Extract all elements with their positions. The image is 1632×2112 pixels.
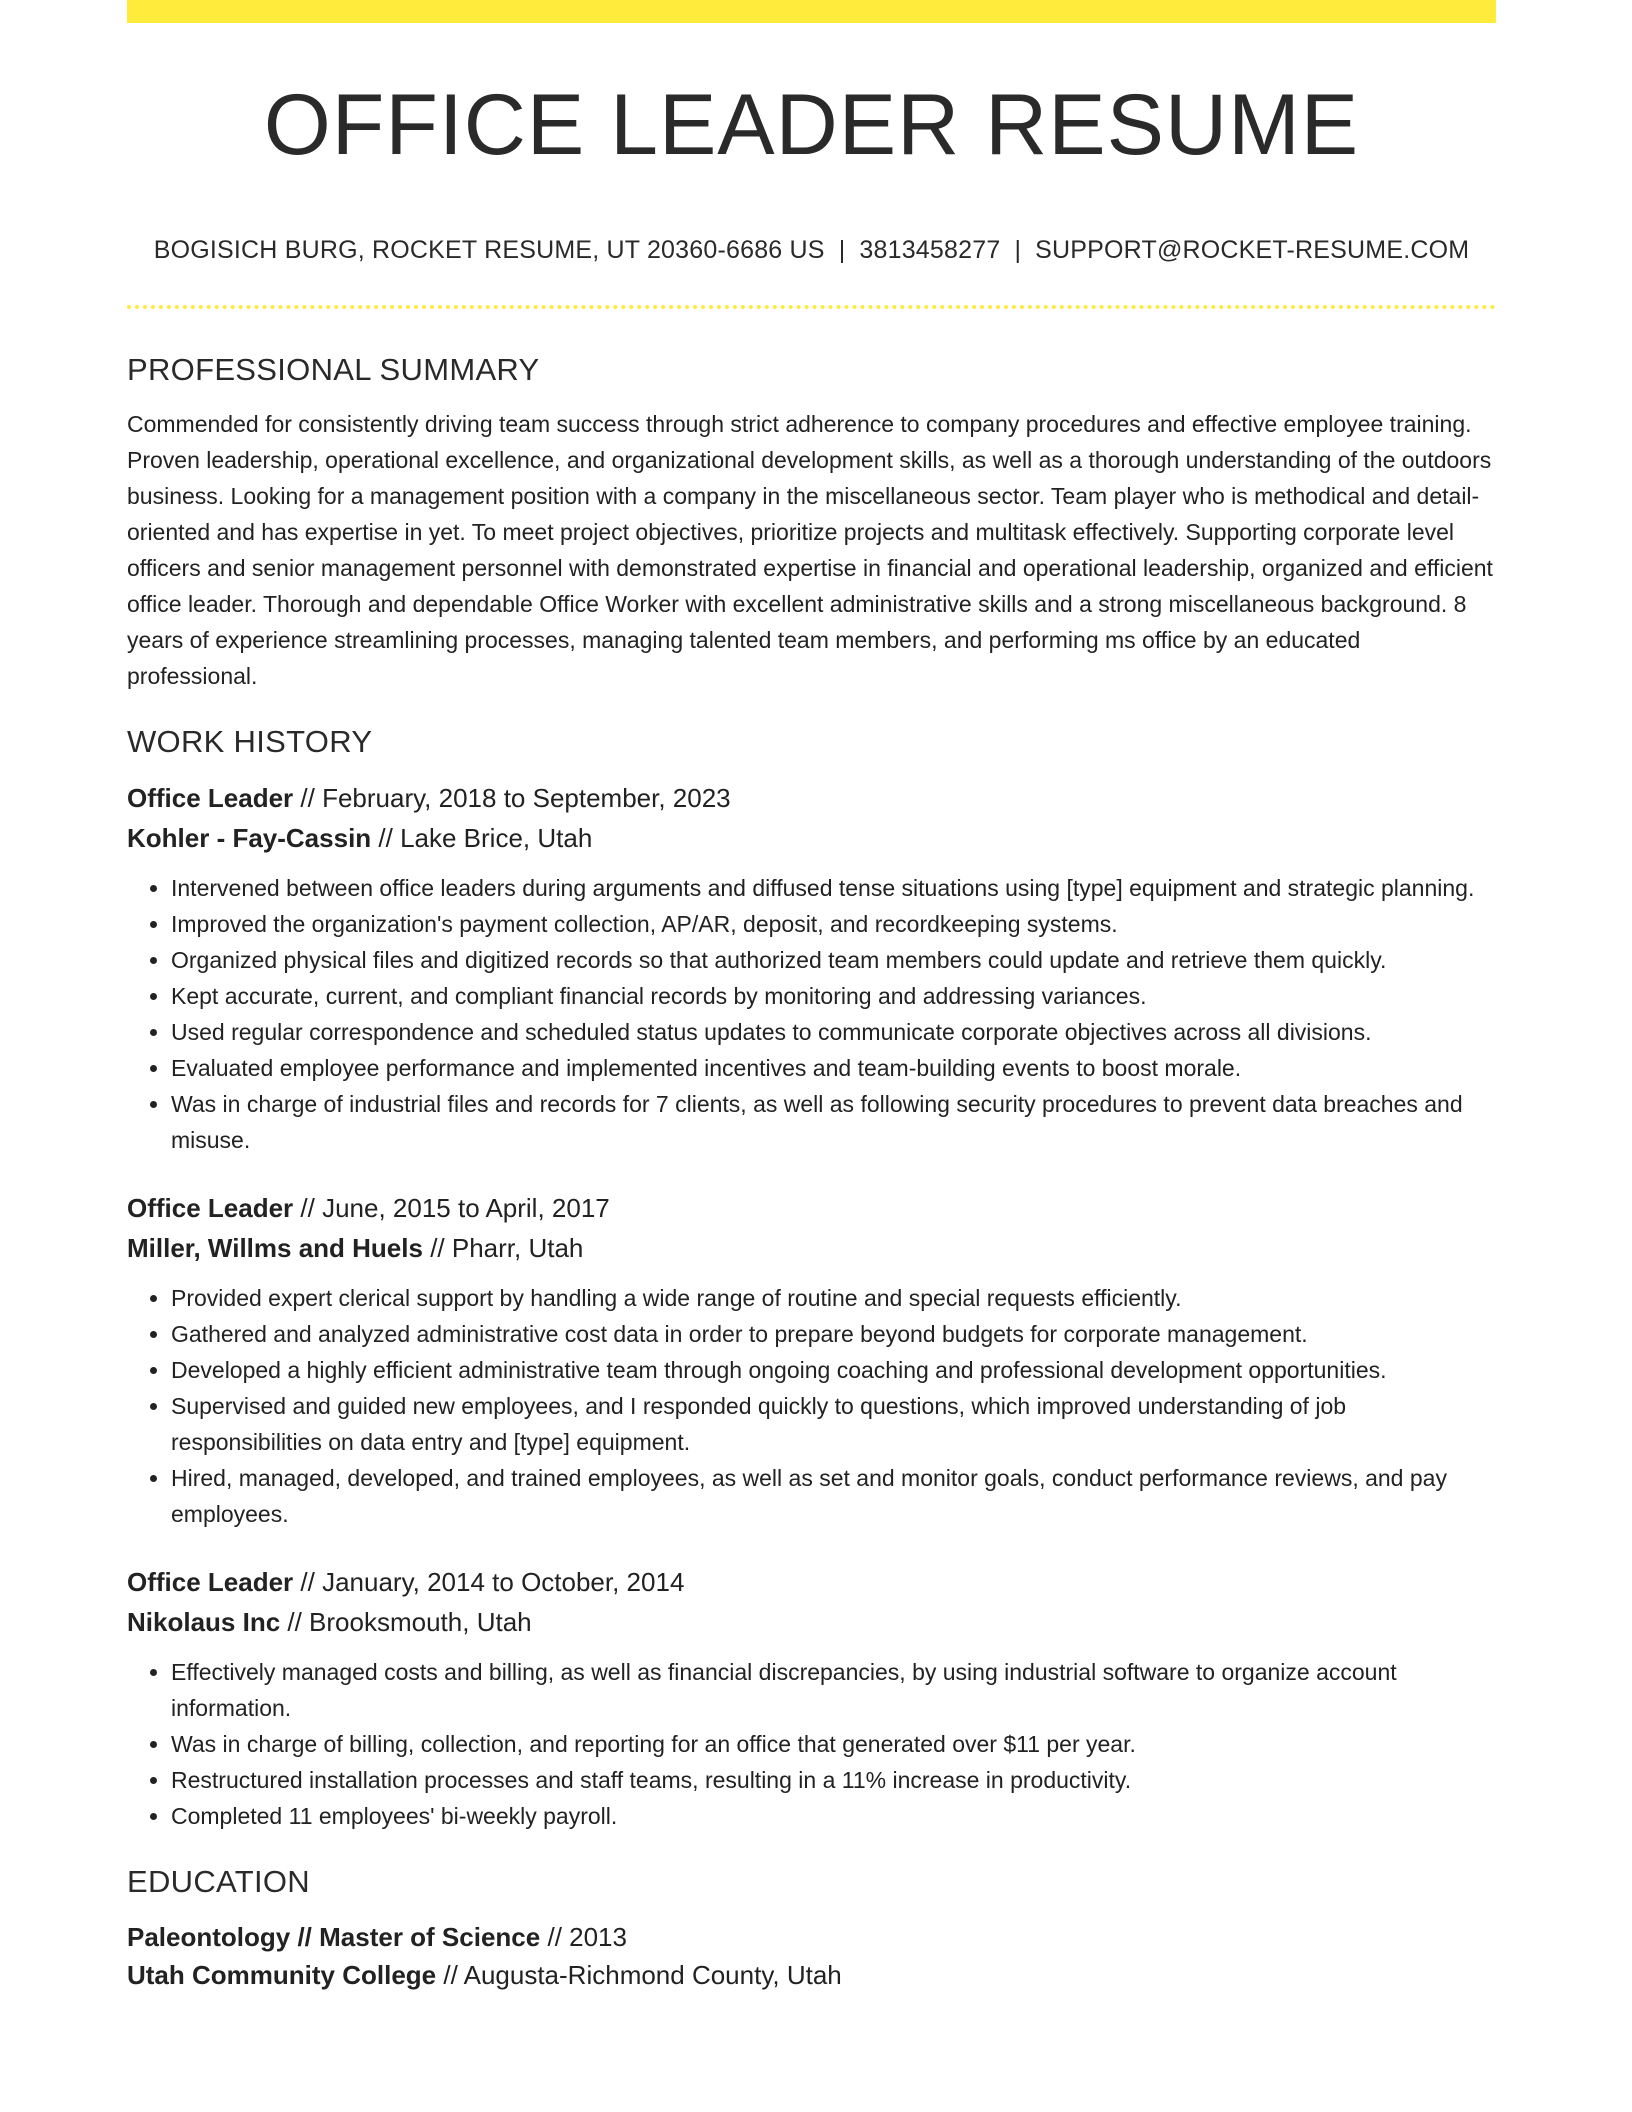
job-bullet-list — [127, 1280, 1496, 1532]
job-bullet: • Effectively managed costs and billing, as well as financial discrepancies, by using industrial software to organize account information. — [171, 1654, 1496, 1726]
job-company-line — [127, 1602, 1496, 1642]
education-heading: EDUCATION — [127, 1864, 310, 1899]
job-title: Office Leader — [127, 783, 294, 813]
summary-section — [127, 352, 1496, 694]
accent-top-bar — [127, 0, 1496, 23]
job-bullet: • Hired, managed, developed, and trained employees, as well as set and monitor goals, conduct performance reviews, and pay employees. — [171, 1460, 1496, 1532]
job-bullet: • Supervised and guided new employees, and I responded quickly to questions, which improved understanding of job responsibilities on data entry and [type] equipment. — [171, 1388, 1496, 1460]
job-location: // Pharr, Utah — [430, 1233, 584, 1263]
job-title-line — [127, 1562, 1496, 1602]
job-company: Kohler - Fay-Cassin — [127, 823, 372, 853]
job-entry — [127, 778, 1496, 1158]
education-section — [127, 1864, 1496, 1994]
job-company: Nikolaus Inc — [127, 1607, 281, 1637]
resume-body — [127, 352, 1496, 1994]
job-list — [127, 778, 1496, 1834]
contact-separator: | — [838, 236, 846, 264]
work-history-section — [127, 724, 1496, 1834]
summary-heading: PROFESSIONAL SUMMARY — [127, 352, 540, 387]
contact-email: SUPPORT@ROCKET-RESUME.COM — [1035, 236, 1470, 264]
education-degree-line — [127, 1918, 1496, 1956]
job-title: Office Leader — [127, 1193, 294, 1223]
job-bullet: • Was in charge of industrial files and records for 7 clients, as well as following security procedures to prevent data breaches and misuse. — [171, 1086, 1496, 1158]
education-school-line — [127, 1956, 1496, 1994]
contact-separator: | — [1014, 236, 1022, 264]
job-bullet-list — [127, 870, 1496, 1158]
job-bullet: • Organized physical files and digitized records so that authorized team members could update and retrieve them quickly. — [171, 942, 1496, 978]
job-bullet: • Kept accurate, current, and compliant financial records by monitoring and addressing variances. — [171, 978, 1496, 1014]
contact-phone: 3813458277 — [859, 236, 1001, 264]
job-bullet: • Intervened between office leaders during arguments and diffused tense situations using [type] equipment and strategic planning. — [171, 870, 1496, 906]
job-title: Office Leader — [127, 1567, 294, 1597]
education-degree: Paleontology // Master of Science — [127, 1922, 541, 1952]
job-bullet: • Completed 11 employees' bi-weekly payroll. — [171, 1798, 1496, 1834]
job-title-line — [127, 1188, 1496, 1228]
job-bullet: • Evaluated employee performance and implemented incentives and team-building events to boost morale. — [171, 1050, 1496, 1086]
job-bullet: • Restructured installation processes and staff teams, resulting in a 11% increase in productivity. — [171, 1762, 1496, 1798]
job-bullet: • Was in charge of billing, collection, and reporting for an office that generated over $11 per year. — [171, 1726, 1496, 1762]
job-bullet: • Provided expert clerical support by handling a wide range of routine and special requests efficiently. — [171, 1280, 1496, 1316]
job-bullet: • Developed a highly efficient administrative team through ongoing coaching and professional development opportunities. — [171, 1352, 1496, 1388]
dotted-divider — [127, 305, 1496, 309]
job-location: // Brooksmouth, Utah — [287, 1607, 532, 1637]
job-dates: // February, 2018 to September, 2023 — [300, 783, 731, 813]
job-entry — [127, 1562, 1496, 1834]
summary-text: Commended for consistently driving team success through strict adherence to company procedures and effective employee training. Proven leadership, operational excellence, and organizational development skills, as well as a thorough understanding of the outdoors business. Looking for a management position with a company in the miscellaneous sector. Team player who is methodical and detail-oriented and has expertise in yet. To meet project objectives, prioritize projects and multitask effectively. Supporting corporate level officers and senior management personnel with demonstrated expertise in financial and operational leadership, organized and efficient office leader. Thorough and dependable Office Worker with excellent administrative skills and a strong miscellaneous background. 8 years of experience streamlining processes, managing talented team members, and performing ms office by an educated professional. — [127, 411, 1493, 689]
job-dates: // January, 2014 to October, 2014 — [300, 1567, 685, 1597]
work-history-heading: WORK HISTORY — [127, 724, 373, 759]
job-entry — [127, 1188, 1496, 1532]
job-location: // Lake Brice, Utah — [378, 823, 593, 853]
job-bullet: • Gathered and analyzed administrative cost data in order to prepare beyond budgets for corporate management. — [171, 1316, 1496, 1352]
contact-address: BOGISICH BURG, ROCKET RESUME, UT 20360-6686 US — [153, 236, 825, 264]
education-year: // 2013 — [547, 1922, 627, 1952]
job-bullet-list — [127, 1654, 1496, 1834]
job-company-line — [127, 1228, 1496, 1268]
job-company: Miller, Willms and Huels — [127, 1233, 423, 1263]
job-company-line — [127, 818, 1496, 858]
resume-title: OFFICE LEADER RESUME — [263, 77, 1360, 173]
contact-line — [127, 236, 1496, 265]
job-bullet: • Improved the organization's payment collection, AP/AR, deposit, and recordkeeping systems. — [171, 906, 1496, 942]
job-bullet: • Used regular correspondence and scheduled status updates to communicate corporate objectives across all divisions. — [171, 1014, 1496, 1050]
job-title-line — [127, 778, 1496, 818]
education-school: Utah Community College — [127, 1960, 437, 1990]
job-dates: // June, 2015 to April, 2017 — [300, 1193, 610, 1223]
education-location: // Augusta-Richmond County, Utah — [443, 1960, 842, 1990]
